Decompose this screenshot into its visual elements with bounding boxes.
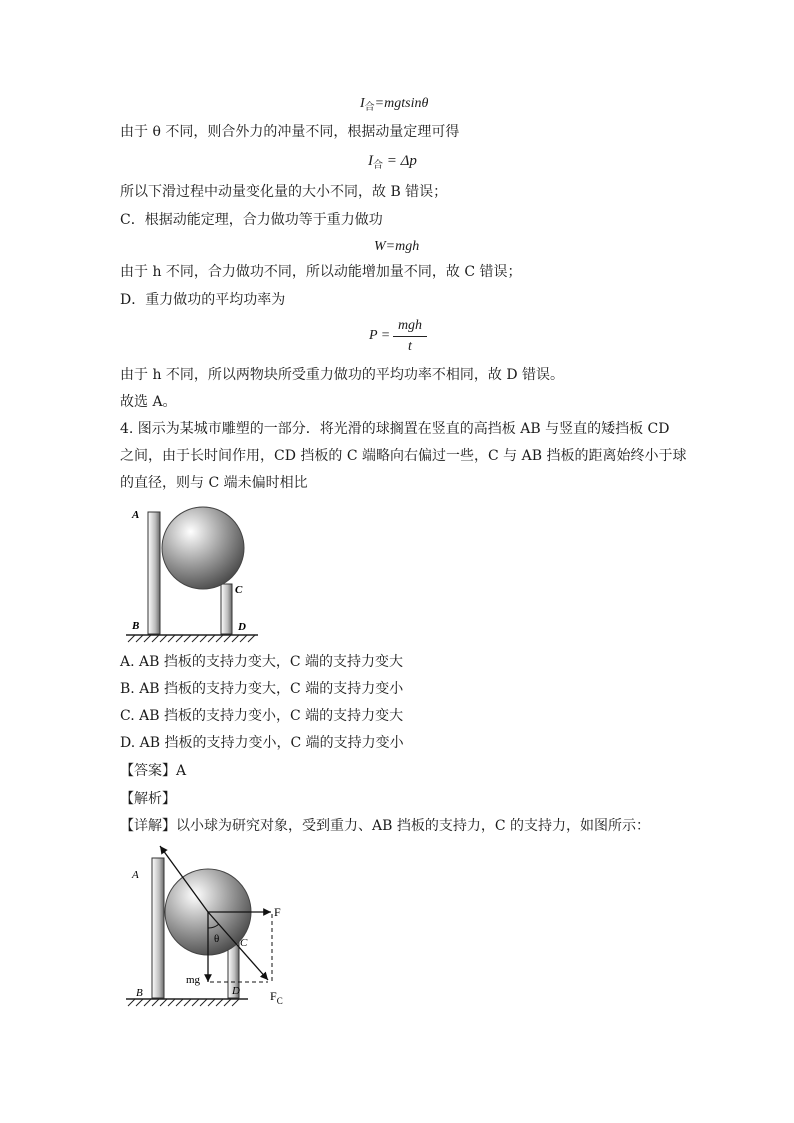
ground-hatch: [128, 999, 239, 1006]
ball: [162, 507, 244, 589]
detail-tag: 【详解】: [120, 818, 176, 834]
option-c[interactable]: C. AB 挡板的支持力变小，C 端的支持力变大: [120, 708, 404, 724]
label-d: D: [238, 621, 246, 633]
label-b: B: [136, 987, 143, 999]
question-figure: [118, 502, 268, 648]
label-d: D: [232, 985, 240, 997]
label-mg: mg: [186, 974, 201, 986]
option-d[interactable]: D. AB 挡板的支持力变小，C 端的支持力变小: [120, 735, 404, 751]
text-line: 由于 h 不同，所以两物块所受重力做功的平均功率不相同，故 D 错误。: [120, 367, 565, 383]
detail-line: [120, 817, 650, 835]
answer-tag: 【答案】: [120, 763, 176, 779]
answer-value: A: [176, 763, 187, 779]
label-fc: $F_C$: [270, 989, 283, 1006]
label-theta: θ: [214, 933, 220, 945]
analysis-tag: 【解析】: [120, 791, 176, 807]
option-a[interactable]: A. AB 挡板的支持力变大，C 端的支持力变大: [120, 654, 404, 670]
equation-work: W=mgh: [374, 239, 420, 254]
text-line: 所以下滑过程中动量变化量的大小不同，故 B 错误；: [120, 184, 448, 200]
text-line: 由于 h 不同，合力做功不同，所以动能增加量不同，故 C 错误；: [120, 264, 522, 280]
board-ab: [148, 512, 160, 634]
answer-line: [120, 762, 186, 780]
label-a: A: [132, 509, 140, 521]
label-b: B: [132, 620, 140, 632]
equation-power-lhs: P =: [369, 328, 391, 343]
board-ab: [152, 858, 164, 998]
board-cd: [221, 584, 232, 634]
question-4-line3: 的直径，则与 C 端未偏时相比: [120, 475, 308, 491]
text-line: 由于 θ 不同，则合外力的冲量不同，根据动量定理可得: [120, 124, 460, 140]
detail-text: 以小球为研究对象，受到重力、AB 挡板的支持力，C 的支持力，如图所示：: [176, 818, 651, 834]
force-diagram: [118, 842, 298, 1012]
label-a: A: [132, 869, 139, 881]
equation-power-fraction: mgh t: [393, 318, 427, 355]
question-4-line2: 之间，由于长时间作用，CD 挡板的 C 端略向右偏过一些，C 与 AB 挡板的距离始终小于球: [120, 448, 687, 464]
ground-hatch: [128, 635, 255, 642]
equation-momentum-theorem: $I_合 = \Delta p$: [368, 153, 417, 171]
text-line: 故选 A。: [120, 394, 177, 410]
equation-impulse: $I_合=mgtsin\theta$: [360, 96, 429, 113]
label-f: F: [274, 905, 281, 919]
label-c: C: [235, 584, 243, 596]
text-line: C．根据动能定理，合力做功等于重力做功: [120, 212, 383, 228]
text-line: D．重力做功的平均功率为: [120, 292, 286, 308]
option-b[interactable]: B. AB 挡板的支持力变大，C 端的支持力变小: [120, 681, 404, 697]
question-4-line1: 4. 图示为某城市雕塑的一部分．将光滑的球搁置在竖直的高挡板 AB 与竖直的矮挡板 CD: [120, 421, 670, 437]
label-c: C: [240, 937, 248, 949]
